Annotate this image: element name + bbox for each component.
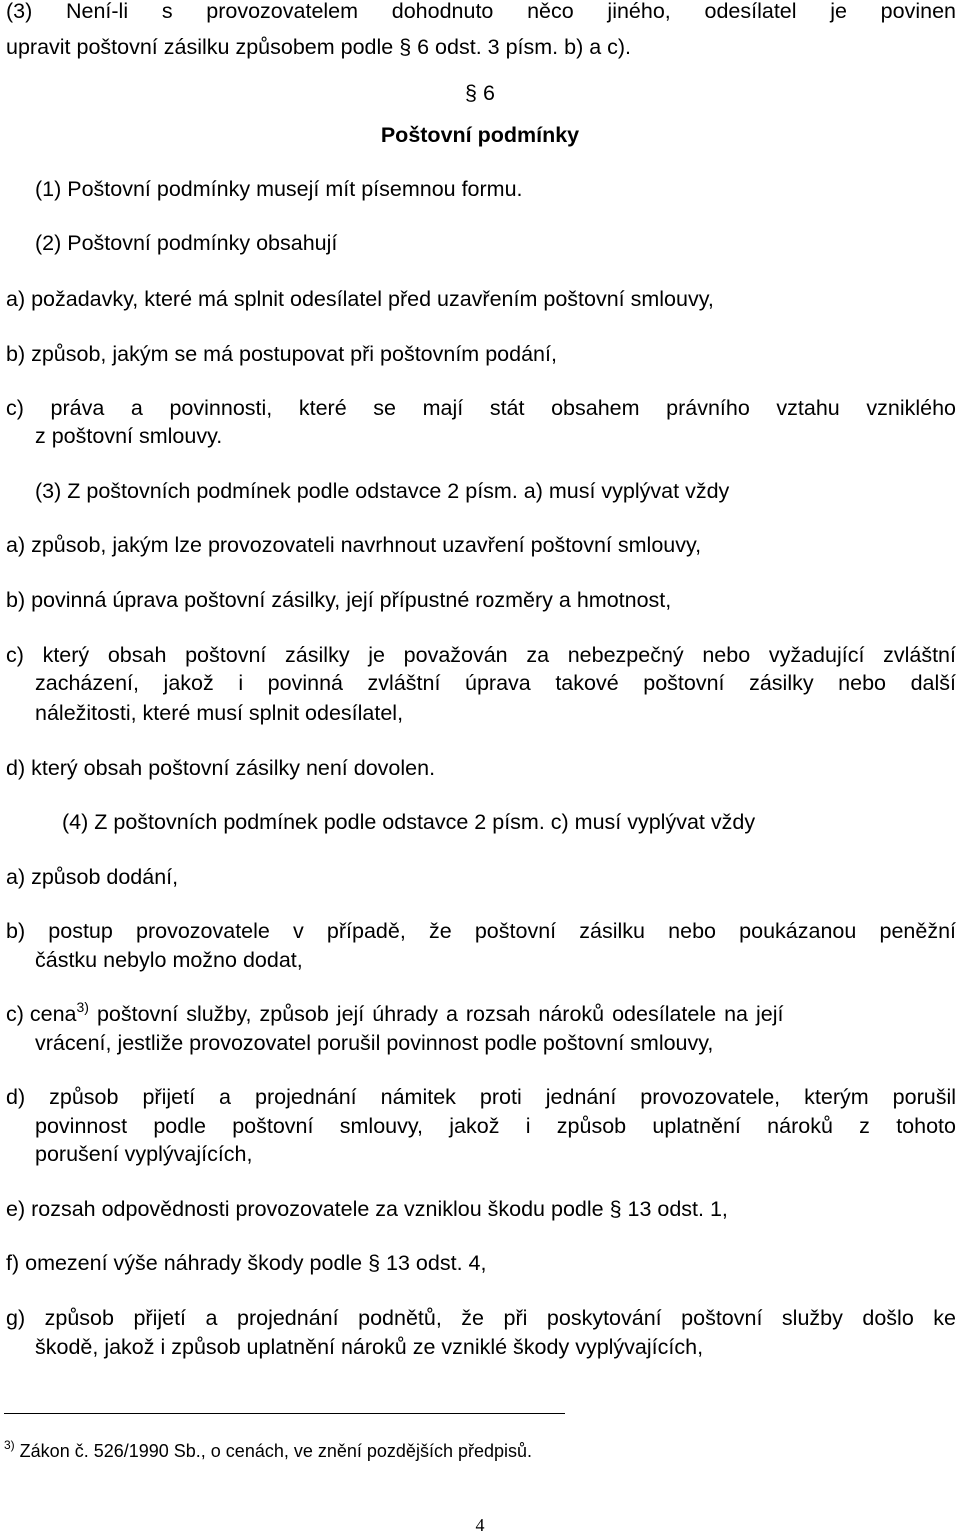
list-item-4c-lead: c) cena (6, 1002, 77, 1026)
footnote-mark: 3) (4, 1438, 15, 1452)
list-item-3c-line-3: náležitosti, které musí splnit odesílatel, (35, 701, 404, 725)
list-item-4b-line-2: částku nebylo možno dodat, (35, 948, 303, 972)
list-item-4g-line-1: g) způsob přijetí a projednání podnětů, že při poskytování poštovní služby došlo ke (6, 1306, 956, 1330)
list-item-3c-line-1: c) který obsah poštovní zásilky je považován za nebezpečný nebo vyžadující zvláštní (6, 643, 956, 667)
list-item-4f: f) omezení výše náhrady škody podle § 13 odst. 4, (6, 1251, 487, 1275)
section-number: § 6 (465, 81, 495, 105)
list-item-4b-line-1: b) postup provozovatele v případě, že poštovní zásilku nebo poukázanou peněžní (6, 919, 956, 943)
list-item-3b: b) povinná úprava poštovní zásilky, její přípustné rozměry a hmotnost, (6, 588, 672, 612)
section-6-paragraph-1: (1) Poštovní podmínky musejí mít písemnou formu. (35, 177, 523, 201)
section-6-paragraph-3: (3) Z poštovních podmínek podle odstavce 2 písm. a) musí vyplývat vždy (35, 479, 730, 503)
section-6-paragraph-4: (4) Z poštovních podmínek podle odstavce 2 písm. c) musí vyplývat vždy (62, 810, 756, 834)
list-item-4c-rest: poštovní služby, způsob její úhrady a rozsah nároků odesílatele na její (88, 1002, 784, 1026)
list-item-2b: b) způsob, jakým se má postupovat při poštovním podání, (6, 342, 557, 366)
footnote-text: Zákon č. 526/1990 Sb., o cenách, ve znění pozdějších předpisů. (14, 1441, 533, 1461)
footnote-3 (4, 1440, 532, 1462)
list-item-4d-line-2: povinnost podle poštovní smlouvy, jakož i způsob uplatnění nároků z tohoto (35, 1114, 956, 1138)
paragraph-3-line-2: upravit poštovní zásilku způsobem podle § 6 odst. 3 písm. b) a c). (6, 35, 632, 59)
list-item-3d: d) který obsah poštovní zásilky není dovolen. (6, 756, 436, 780)
list-item-3a: a) způsob, jakým lze provozovateli navrhnout uzavření poštovní smlouvy, (6, 533, 702, 557)
footnote-separator (4, 1413, 565, 1414)
list-item-4d-line-3: porušení vyplývajících, (35, 1142, 253, 1166)
list-item-4c-line-1 (6, 1001, 783, 1028)
list-item-2c-line-1: c) práva a povinnosti, které se mají stát obsahem právního vztahu vzniklého (6, 396, 956, 420)
paragraph-3-line-1: (3) Není-li s provozovatelem dohodnuto něco jiného, odesílatel je povinen (6, 0, 956, 23)
list-item-2a: a) požadavky, které má splnit odesílatel před uzavřením poštovní smlouvy, (6, 287, 714, 311)
list-item-4c-line-2: vrácení, jestliže provozovatel porušil povinnost podle poštovní smlouvy, (35, 1031, 714, 1055)
footnote-reference-3[interactable]: 3) (76, 999, 89, 1015)
list-item-4d-line-1: d) způsob přijetí a projednání námitek proti jednání provozovatele, kterým porušil (6, 1085, 956, 1109)
section-6-paragraph-2: (2) Poštovní podmínky obsahují (35, 231, 338, 255)
section-title: Poštovní podmínky (380, 123, 580, 147)
list-item-4a: a) způsob dodání, (6, 865, 179, 889)
list-item-3c-line-2: zacházení, jakož i povinná zvláštní úprava takové poštovní zásilky nebo další (35, 671, 956, 695)
list-item-4e: e) rozsah odpovědnosti provozovatele za vzniklou škodu podle § 13 odst. 1, (6, 1197, 728, 1221)
page-number: 4 (475, 1515, 485, 1535)
list-item-2c-line-2: z poštovní smlouvy. (35, 424, 223, 448)
list-item-4g-line-2: škodě, jakož i způsob uplatnění nároků ze vzniklé škody vyplývajících, (35, 1335, 704, 1359)
